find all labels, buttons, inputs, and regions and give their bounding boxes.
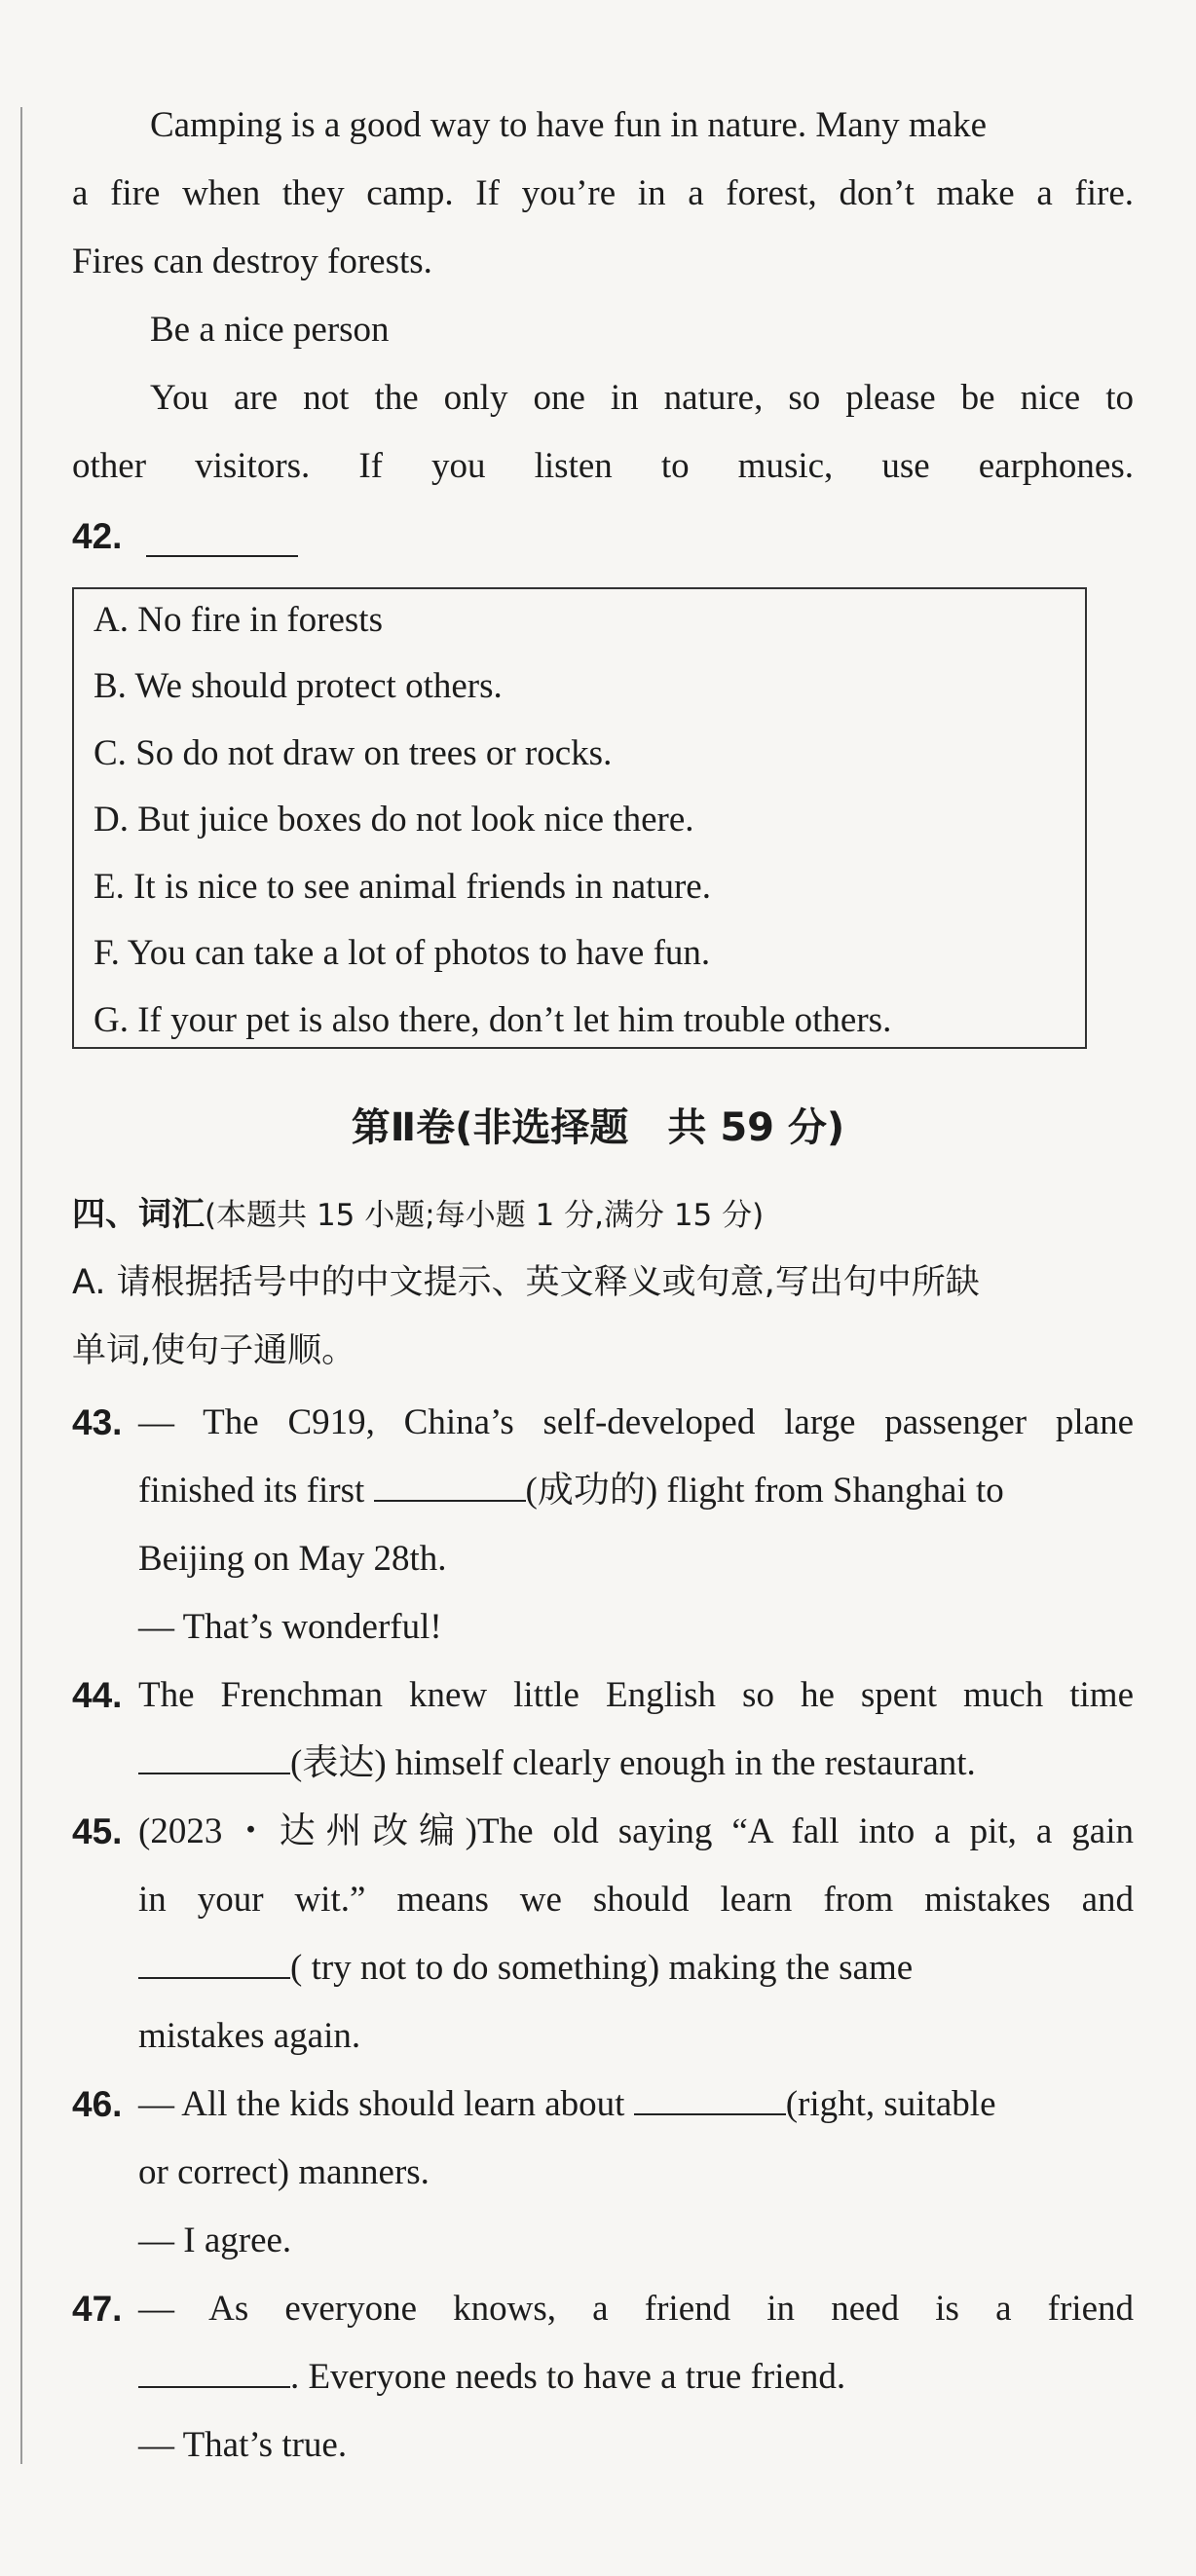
- part-heading: [72, 1190, 1134, 1240]
- option-item: [93, 662, 503, 711]
- option-item: [93, 796, 694, 844]
- option-text: No fire in forests: [137, 600, 383, 640]
- answer-blank[interactable]: [634, 2080, 786, 2115]
- answer-blank[interactable]: [146, 522, 298, 557]
- part-note: (本题共 15 小题;每小题 1 分,满分 15 分): [205, 1198, 765, 1233]
- question-line: — That’s wonderful!: [138, 1607, 442, 1647]
- question-number: 43.: [72, 1402, 123, 1442]
- answer-blank[interactable]: [138, 1739, 290, 1774]
- option-letter: D.: [93, 800, 129, 840]
- question-line: in your wit.” means we should learn from mistakes and: [138, 1880, 1134, 1920]
- question-line: [138, 2353, 1196, 2402]
- question-text: — All the kids should learn about: [138, 2084, 625, 2124]
- question-line: or correct) manners.: [138, 2152, 430, 2192]
- question-line: — As everyone knows, a friend in need is a friend: [138, 2289, 1134, 2329]
- option-text: We should protect others.: [134, 666, 503, 706]
- answer-blank[interactable]: [138, 2353, 290, 2388]
- option-letter: C.: [93, 733, 127, 773]
- question-line: [138, 1739, 1196, 1788]
- question-text: (right, suitable: [785, 2084, 996, 2124]
- instruction-line: 单词,使句子通顺。: [72, 1331, 356, 1370]
- option-item: [93, 729, 612, 778]
- option-letter: G.: [93, 1000, 129, 1040]
- passage-heading: Be a nice person: [150, 310, 390, 350]
- question-line: Beijing on May 28th.: [138, 1539, 447, 1579]
- passage-line: You are not the only one in nature, so please be nice to: [150, 378, 1134, 418]
- question-line: The Frenchman knew little English so he spent much time: [138, 1675, 1134, 1715]
- question-line: — I agree.: [138, 2221, 292, 2260]
- option-letter: A.: [93, 600, 129, 640]
- answer-blank[interactable]: [374, 1467, 526, 1502]
- question-text: (成功的) flight from Shanghai to: [525, 1471, 1004, 1511]
- question-line: [138, 2080, 1196, 2129]
- question-text: (表达) himself clearly enough in the restaurant.: [290, 1743, 976, 1783]
- option-letter: F.: [93, 933, 120, 973]
- question-line: — That’s true.: [138, 2425, 348, 2465]
- option-text: You can take a lot of photos to have fun.: [127, 933, 711, 973]
- passage-line: a fire when they camp. If you’re in a forest, don’t make a fire.: [72, 173, 1134, 213]
- answer-blank[interactable]: [138, 1944, 290, 1979]
- passage-line: Fires can destroy forests.: [72, 242, 432, 281]
- option-text: So do not draw on trees or rocks.: [135, 733, 613, 773]
- question-number: 44.: [72, 1675, 123, 1715]
- question-number: 45.: [72, 1811, 123, 1851]
- option-item: [93, 929, 710, 978]
- option-text: But juice boxes do not look nice there.: [137, 800, 694, 840]
- question-number: 46.: [72, 2084, 123, 2124]
- part-title: 四、词汇: [72, 1195, 205, 1234]
- question-line: — The C919, China’s self-developed large passenger plane: [138, 1402, 1134, 1442]
- option-text: It is nice to see animal friends in nature.: [133, 867, 711, 907]
- question-line: (2023・达州改编)The old saying “A fall into a pit, a gain: [138, 1811, 1134, 1851]
- question-line: mistakes again.: [138, 2016, 361, 2056]
- passage-line: other visitors. If you listen to music, use earphones.: [72, 446, 1134, 486]
- option-item: [93, 596, 383, 645]
- question-number: 42.: [72, 516, 123, 556]
- section-title: 第Ⅱ卷(非选择题 共 59 分): [351, 1105, 845, 1150]
- question-number: 47.: [72, 2289, 123, 2329]
- option-item: [93, 996, 891, 1045]
- question-text: ( try not to do something) making the same: [290, 1948, 914, 1988]
- passage-line: Camping is a good way to have fun in nature. Many make: [150, 105, 988, 145]
- question-text: finished its first: [138, 1471, 365, 1511]
- question-line: [138, 1467, 1196, 1515]
- question-line: [138, 1944, 1196, 1993]
- option-letter: E.: [93, 867, 125, 907]
- option-text: If your pet is also there, don’t let him trouble others.: [137, 1000, 892, 1040]
- question-text: . Everyone needs to have a true friend.: [290, 2357, 846, 2397]
- instruction-line: A. 请根据括号中的中文提示、英文释义或句意,写出句中所缺: [72, 1263, 980, 1302]
- option-letter: B.: [93, 666, 127, 706]
- option-item: [93, 863, 711, 912]
